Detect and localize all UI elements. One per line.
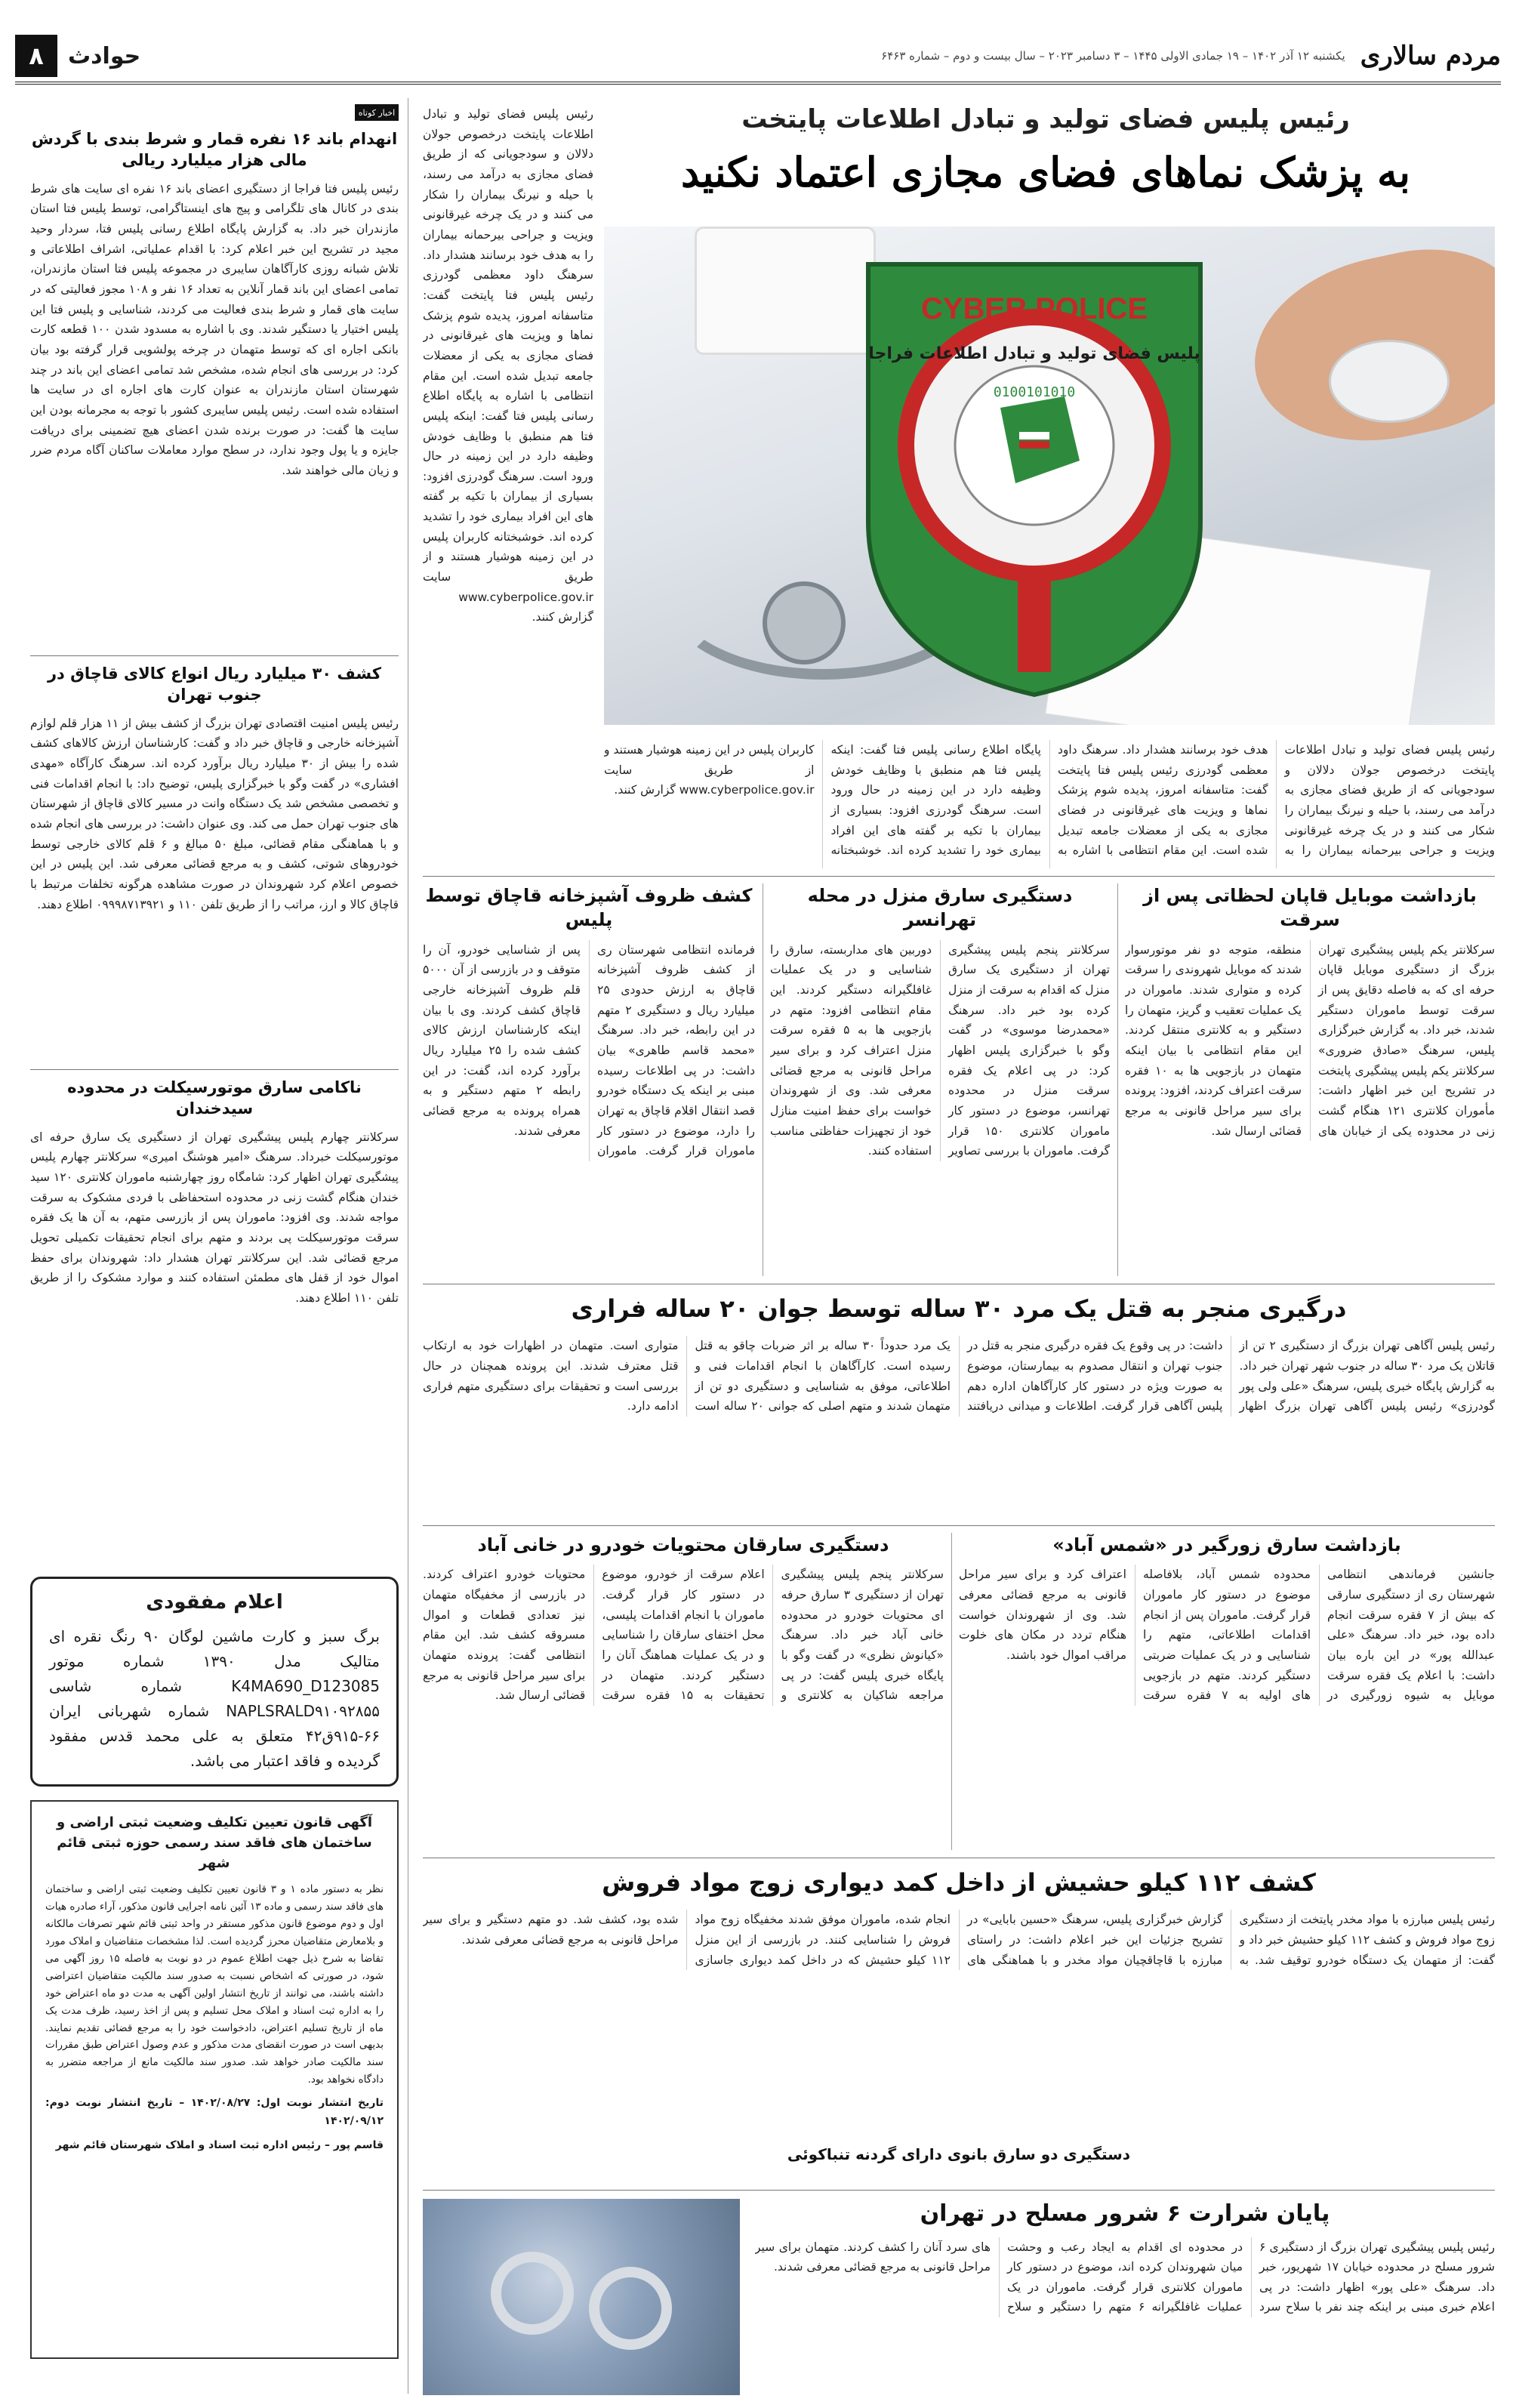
computer-mouse-shape <box>1329 340 1450 423</box>
article-shamsabad-robber <box>959 1533 1495 1850</box>
article-mobile-snatchers-title: بازداشت موبایل قاپان لحظاتی پس از سرقت <box>1143 885 1477 931</box>
legal-notice <box>30 1800 399 2359</box>
article-motorcycle-thief-title: ناکامی سارق موتورسیکلت در محدوده سیدخندان <box>67 1078 362 1118</box>
article-hashish-seizure-body: رئیس پلیس مبارزه با مواد مخدر پایتخت از دستگیری زوج مواد فروش و کشف ۱۱۲ کیلو حشیش خبر داد و گفت: از متهمان یک دستگاه خودرو توقیف شد. به گزارش خبرگزاری پلیس، سرهنگ «حسین بابایی» در تشریح جزئیات این خبر اعلام داشت: در راستای مبارزه با قاچاقچیان مواد مخدر و با هماهنگی های انجام شده، ماموران موفق شدند مخفیگاه زوج مواد فروش را شناسایی کنند. در بازرسی از این منزل ۱۱۲ کیلو حشیش که در داخل کمد دیواری جاسازی شده بود، کشف شد. دو متهم دستگیر و برای سیر مراحل قانونی به مرجع قضائی معرفی شدند. <box>423 1913 1495 1967</box>
article-motorcycle-thief <box>30 1077 399 1568</box>
lost-document-notice <box>30 1577 399 1787</box>
stethoscope-head-shape <box>763 581 846 664</box>
lost-document-notice-body: برگ سبز و کارت ماشین لوگان ۹۰ رنگ نقره ای متالیک مدل ۱۳۹۰ شماره موتور K4MA690_D123085 شماره شاسی NAPLSRALD۹۱۰۹۲۸۵۵ شماره شهربانی ایران ۶۶-۹۱۵ق۴۲ متعلق به علی محمد قدس مفقود گردیده و فاقد اعتبار می باشد. <box>49 1627 380 1770</box>
lead-headline: به پزشک نماهای فضای مجازی اعتماد نکنید <box>680 148 1411 196</box>
article-mobile-snatchers <box>1125 883 1495 1276</box>
article-gambling-ring <box>30 128 399 649</box>
article-tehransar-burglary-title: دستگیری سارق منزل در محله تهرانسر <box>807 885 1073 931</box>
article-armed-thugs-body: رئیس پلیس پیشگیری تهران بزرگ از دستگیری ۶ شرور مسلح در محدوده خیابان ۱۷ شهریور، خبر داد. سرهنگ «علی پور» اظهار داشت: در پی اعلام خبری مبنی بر اینکه چند نفر با سلاح سرد در محدوده ای اقدام به ایجاد رعب و وحشت میان شهروندان کرده اند، موضوع در دستور کار ماموران کلانتری قرار گرفت. ماموران در یک عملیات غافلگیرانه ۶ متهم را دستگیر و سلاح های سرد آنان را کشف کردند. متهمان برای سیر مراحل قانونی به مرجع قضائی معرفی شدند. <box>755 2240 1495 2314</box>
article-murder-case-title: درگیری منجر به قتل یک مرد ۳۰ ساله توسط جوان ۲۰ ساله فراری <box>571 1294 1347 1323</box>
lead-body <box>604 740 1495 868</box>
article-murder-case <box>423 1293 1495 1519</box>
article-armed-thugs-title: پایان شرارت ۶ شرور مسلح در تهران <box>920 2200 1330 2227</box>
divider-row6 <box>423 2190 1495 2191</box>
divider-row4-a <box>951 1533 952 1850</box>
article-sub-heading <box>785 2144 1132 2175</box>
badge-ring-text: پلیس فضای تولید و تبادل اطلاعات فراجا <box>868 344 1200 363</box>
legal-notice-title: آگهی قانون تعیین تکلیف وضعیت ثبتی اراضی و ساختمان های فاقد سند رسمی حوزه ثبتی قائم شهر <box>56 1814 373 1871</box>
lead-side-column <box>423 104 593 867</box>
masthead <box>15 30 1501 85</box>
handcuffs-photo <box>423 2199 740 2395</box>
divider-row2-a <box>1117 883 1118 1276</box>
article-car-contents-thieves-title: دستگیری سارقان محتویات خودرو در خانی آباد <box>477 1534 889 1555</box>
article-hashish-seizure-title: کشف ۱۱۲ کیلو حشیش از داخل کمد دیواری زوج مواد فروش <box>602 1868 1316 1897</box>
page-number: ۸ <box>15 35 57 77</box>
article-kitchenware-seizure-body: فرمانده انتظامی شهرستان ری از کشف ظروف آشپزخانه قاچاق به ارزش حدودی ۲۵ میلیارد ریال و دستگیری ۲ متهم در این رابطه، خبر داد. سرهنگ «محمد قاسم طاهری» بیان داشت: در پی اطلاعات رسیده مبنی بر اینکه یک دستگاه خودرو قصد انتقال اقلام قاچاق به تهران را دارد، موضوع در دستور کار ماموران قرار گرفت. ماموران پس از شناسایی خودرو، آن را متوقف و در بازرسی از آن ۵۰۰۰ قلم ظروف آشپزخانه خارجی قاچاق کشف کردند. وی با بیان اینکه کارشناسان ارزش کالای کشف شده را ۲۵ میلیارد ریال برآورد کرده اند، گفت: در این رابطه ۲ متهم دستگیر و به همراه پرونده به مرجع قضائی معرفی شدند. <box>423 942 755 1158</box>
legal-notice-body: نظر به دستور ماده ۱ و ۳ قانون تعیین تکلیف وضعیت ثبتی اراضی و ساختمان های فاقد سند رسمی و ماده ۱۳ آئین نامه اجرایی قانون مذکور، آراء صادره هیات اول و دوم موضوع قانون مذکور مستقر در واحد ثبتی قائم شهر تصرفات مالکانه و بلامعارض متقاضیان محرز گردیده است. لذا مشخصات متقاضیان و املاک مورد تقاضا به شرح ذیل جهت اطلاع عموم در دو نوبت به فاصله ۱۵ روز آگهی می شود، در صورتی که اشخاص نسبت به صدور سند مالکیت متقاضیان اعتراضی داشته باشند، می توانند از تاریخ انتشار اولین آگهی به مدت دو ماه اعتراض خود را به اداره ثبت اسناد و املاک محل تسلیم و پس از اخذ رسید، ظرف مدت یک ماه از تاریخ تسلیم اعتراض، دادخواست خود را به مرجع قضائی تقدیم نمایند. بدیهی است در صورت انقضای مدت مذکور و عدم وصول اعتراض طبق مقررات سند مالکیت صادر خواهد شد. صدور سند مالکیت مانع از مراجعه متضرر به دادگاه نخواهد بود. <box>45 1883 384 2086</box>
lead-side-text: رئیس پلیس فضای تولید و تبادل اطلاعات پایتخت درخصوص جولان دلالان و سودجویانی که از طریق فضای مجازی به درآمد می رسند، با حیله و نیرنگ بیماران را شکار می کنند و در یک چرخه غیرقانونی ویزیت و جراحی بیرحمانه بیماران را به هدف خود برسانند هشدار داد. سرهنگ داود معظمی گودرزی رئیس پلیس فتا پایتخت گفت: متاسفانه امروز، پدیده شوم پزشک نماها و ویزیت های غیرقانونی در فضای مجازی به یکی از معضلات جامعه تبدیل شده است. این مقام انتظامی با اشاره به پایگاه اطلاع رسانی پلیس فتا گفت: اینکه پلیس فتا هم منطبق با وظایف خودش وظیفه دارد در این زمینه در حال ورود است. سرهنگ گودرزی افزود: بسیاری از بیماران با تکیه بر گفته های این افراد بیماری خود را تشدید کرده اند. خوشبختانه کاربران پلیس در این زمینه هوشیار هستند و از طریق سایت www.cyberpolice.gov.ir گزارش کنند. <box>423 107 593 624</box>
lost-document-notice-title: اعلام مفقودی <box>146 1591 283 1614</box>
paper-name: مردم سالاری <box>1360 41 1501 71</box>
article-gambling-ring-body: رئیس پلیس فتا فراجا از دستگیری اعضای باند ۱۶ نفره ای سایت های شرط بندی در کانال های تلگرامی و پیج های اینستاگرامی، توسط پلیس فتا استان مازندران خبر داد. به گزارش پایگاه اطلاع رسانی پلیس فتا، سردار وحید مجید در تشریح این خبر اعلام کرد: با اقدام عملیاتی، اشراف اطلاعاتی و تلاش شبانه روزی کارآگاهان سایبری در مجموعه پلیس فتا استان مازندران، تمامی اعضای این باند قمار آنلاین به تعداد ۱۶ نفر و ۱۰۸ مجوز فعالیتی که در سایت های قمار و شرط بندی فعالیت می کردند، شناسایی و پلیس فتا این پلیس اختیار یا دستگیر شدند. وی با اشاره به مسدود شدن ۱۰۰ قطعه کارت بانکی اجاره ای که توسط متهمان در چرخه پولشویی قرار گرفته بود بیان کرد: در بررسی های انجام شده، مشخص شد تمامی اعضای این باند در چند شهرستان استان مازندران به عنوان کارت های اجاره ای در سایت ها استفاده شده است. رئیس پلیس سایبری کشور با توجه به مجرمانه بودن این سایت ها گفت: در صورت برنده شدن اعضای هیچ تضمینی برای دریافت جایزه و یا پول وجود ندارد، در سطح موارد معاملات ساکنان آگاه مردم ضرر و زیان مالی خواهند شد. <box>30 181 399 477</box>
masthead-left <box>15 35 140 77</box>
article-shamsabad-robber-body: جانشین فرماندهی انتظامی شهرستان ری از دستگیری سارقی که بیش از ۷ فقره سرقت انجام داده بود، خبر داد. سرهنگ «علی عبدالله پور» در این باره بیان داشت: با اعلام یک فقره سرقت موبایل به شیوه زورگیری در محدوده شمس آباد، بلافاصله موضوع در دستور کار ماموران قرار گرفت. ماموران پس از انجام اقدامات اطلاعاتی، متهم را شناسایی و در یک عملیات ضربتی دستگیر کردند. متهم در بازجویی های اولیه به ۷ فقره سرقت اعتراف کرد و برای سیر مراحل قانونی به مرجع قضائی معرفی شد. وی از شهروندان خواست هنگام تردد در مکان های خلوت مراقب اموال خود باشند. <box>959 1568 1495 1703</box>
article-tehransar-burglary <box>770 883 1110 1276</box>
article-car-contents-thieves <box>423 1533 944 1850</box>
divider-right-2 <box>30 1069 399 1070</box>
lead-kicker: رئیس پلیس فضای تولید و تبادل اطلاعات پایتخت <box>741 104 1350 134</box>
masthead-right <box>881 41 1501 71</box>
article-kitchenware-seizure <box>423 883 755 1276</box>
badge-binary-code: 0100101010 <box>993 384 1076 400</box>
cyber-police-badge <box>838 234 1231 702</box>
handcuff-ring-shape <box>491 2252 574 2335</box>
article-motorcycle-thief-body: سرکلانتر چهارم پلیس پیشگیری تهران از دستگیری یک سارق حرفه ای موتورسیکلت خبرداد. سرهنگ «امیر هوشنگ امیری» سرکلانتر چهارم پلیس پیشگیری تهران اظهار کرد: شامگاه روز چهارشنبه ماموران کلانتری ۱۲۰ سید خندان هنگام گشت زنی در محدوده استحفاظی با فردی مشکوک به سرقت مواجه شدند. وی افزود: ماموران پس از بازرسی متهم، به آن ها یک فقره سرقت موتورسیکلت پی بردند و متهم برای انجام تحقیقات تکمیلی تحویل مرجع قضائی شد. این سرکلانتر تهران هشدار داد: شهروندان برای حفظ اموال خود از قفل های مطمئن استفاده کنند و موارد مشکوک را از طریق تلفن ۱۱۰ اطلاع دهند. <box>30 1130 399 1305</box>
article-contraband-south-tehran-body: رئیس پلیس امنیت اقتصادی تهران بزرگ از کشف بیش از ۱۱ هزار قلم لوازم آشپزخانه خارجی و قاچاق خبر داد و گفت: کارشناسان ارزش کالاهای کشف شده را بیش از ۳۰ میلیارد ریال برآورد کرده اند. سرهنگ کارآگاه «مهدی افشاری» در گفت وگو با خبرگزاری پلیس، توضیح داد: با انجام اقدامات فنی و تخصصی مشخص شد یک دستگاه وانت در مسیر کالای قاچاق از شهرستان های جنوب تهران حمل می کند. وی عنوان داشت: در بررسی های انجام شده و با هماهنگی مقام قضائی، مبلغ ۵۰ مبالغ و ۶ قلم کالای خارجی توسط خودروهای شوتی، کشف و به مرجع قضائی معرفی شد. این پلیس در این خصوص اعلام کرد شهروندان در صورت مشاهده هرگونه تخلفات مرتبط با قاچاق کالا و ارز، مراتب را از طریق تلفن ۱۱۰ و ۰۹۹۹۸۷۱۳۹۲۱ اطلاع دهند. <box>30 716 399 911</box>
handcuff-ring-shape <box>589 2267 672 2350</box>
short-news-tag: اخبار کوتاه <box>355 104 399 121</box>
article-hashish-seizure <box>423 1867 1495 2184</box>
issue-info: یکشنبه ۱۲ آذر ۱۴۰۲ – ۱۹ جمادی الاولی ۱۴۴۵ – ۳ دسامبر ۲۰۲۳ – سال بیست و دوم – شماره ۶۴۶۳ <box>881 49 1345 63</box>
article-car-contents-thieves-body: سرکلانتر پنجم پلیس پیشگیری تهران از دستگیری ۳ سارق حرفه ای محتویات خودرو در محدوده خانی آباد خبر داد. سرهنگ «کیانوش نظری» در گفت وگو با پایگاه خبری پلیس گفت: در پی مراجعه شاکیان به کلانتری و اعلام سرقت از خودرو، موضوع در دستور کار قرار گرفت. ماموران با انجام اقدامات پلیسی، محل اختفای سارقان را شناسایی و در یک عملیات هماهنگ آنان را دستگیر کردند. متهمان در تحقیقات به ۱۵ فقره سرقت محتویات خودرو اعتراف کردند. در بازرسی از مخفیگاه متهمان نیز تعدادی قطعات و اموال مسروقه کشف شد. این مقام انتظامی گفت: پرونده متهمان برای سیر مراحل قانونی به مرجع قضائی ارسال شد. <box>423 1568 944 1703</box>
article-tehransar-burglary-body: سرکلانتر پنجم پلیس پیشگیری تهران از دستگیری یک سارق منزل که اقدام به سرقت از منزل کرده بود خبر داد. سرهنگ «محمدرضا موسوی» در گفت وگو با خبرگزاری پلیس اظهار کرد: در پی اعلام یک فقره سرقت منزل در محدوده تهرانسر، موضوع در دستور کار ماموران کلانتری ۱۵۰ قرار گرفت. ماموران با بررسی تصاویر دوربین های مداربسته، سارق را شناسایی و در یک عملیات غافلگیرانه دستگیر کردند. این مقام انتظامی افزود: متهم در بازجویی ها به ۵ فقره سرقت منزل اعتراف کرد و برای سیر مراحل قانونی به مرجع قضائی معرفی شد. وی از شهروندان خواست برای حفظ امنیت منازل خود از تجهیزات حفاظتی مناسب استفاده کنند. <box>770 942 1110 1158</box>
lead-body-text: رئیس پلیس فضای تولید و تبادل اطلاعات پایتخت درخصوص جولان دلالان و سودجویانی که از طریق فضای مجازی به درآمد می رسند، با حیله و نیرنگ بیماران را شکار می کنند و در یک چرخه غیرقانونی ویزیت و جراحی بیرحمانه بیماران را به هدف خود برسانند هشدار داد. سرهنگ داود معظمی گودرزی رئیس پلیس فتا پایتخت گفت: متاسفانه امروز، پدیده شوم پزشک نماها و ویزیت های غیرقانونی در فضای مجازی به یکی از معضلات جامعه تبدیل شده است. این مقام انتظامی با اشاره به پایگاه اطلاع رسانی پلیس فتا گفت: اینکه پلیس فتا هم منطبق با وظایف خودش وظیفه دارد در این زمینه در حال ورود است. سرهنگ گودرزی افزود: بسیاری از بیماران با تکیه بر گفته های این افراد بیماری خود را تشدید کرده اند. خوشبختانه کاربران پلیس در این زمینه هوشیار هستند و از طریق سایت www.cyberpolice.gov.ir گزارش کنند. <box>604 743 1495 858</box>
article-contraband-south-tehran-title: کشف ۳۰ میلیارد ریال انواع کالای قاچاق در جنوب تهران <box>47 664 382 705</box>
legal-notice-dates: تاریخ انتشار نوبت اول: ۱۴۰۲/۰۸/۲۷ – تاریخ انتشار نوبت دوم: ۱۴۰۲/۰۹/۱۲ <box>45 2097 384 2128</box>
article-contraband-south-tehran <box>30 663 399 1063</box>
section-name: حوادث <box>68 42 141 69</box>
article-shamsabad-robber-title: بازداشت سارق زورگیر در «شمس آباد» <box>1052 1534 1401 1555</box>
article-mobile-snatchers-body: سرکلانتر یکم پلیس پیشگیری تهران بزرگ از دستگیری موبایل قاپان حرفه ای که به فاصله دقایق پس از سرقت توسط ماموران دستگیر شدند، خبر داد. به گزارش خبرگزاری پلیس، سرهنگ «صادق ضروری» سرکلانتر یکم پلیس پیشگیری پایتخت در تشریح این خبر اظهار داشت: مأموران کلانتری ۱۲۱ هنگام گشت زنی در محدوده یکی از خیابان های منطقه، متوجه دو نفر موتورسوار شدند که موبایل شهروندی را سرقت کرده و متواری شدند. ماموران در یک عملیات تعقیب و گریز، متهمان را دستگیر و به کلانتری منتقل کردند. این مقام انتظامی با بیان اینکه متهمان در بازجویی ها به ۱۰ فقره سرقت اعتراف کردند، افزود: پرونده برای سیر مراحل قانونی به مرجع قضائی ارسال شد. <box>1125 942 1495 1138</box>
legal-notice-signer: قاسم پور – رئیس اداره ثبت اسناد و املاک شهرستان قائم شهر <box>55 2138 384 2151</box>
article-gambling-ring-title: انهدام باند ۱۶ نفره قمار و شرط بندی با گردش مالی هزار میلیارد ریالی <box>31 130 398 170</box>
article-armed-thugs <box>755 2199 1495 2395</box>
divider-row2 <box>423 876 1495 877</box>
article-kitchenware-seizure-title: کشف ظروف آشپزخانه قاچاق توسط پلیس <box>425 885 753 931</box>
article-murder-case-body: رئیس پلیس آگاهی تهران بزرگ از دستگیری ۲ تن از قاتلان یک مرد ۳۰ ساله در جنوب شهر تهران خبر داد. به گزارش پایگاه خبری پلیس، سرهنگ «علی ولی پور گودرزی» رئیس پلیس آگاهی تهران بزرگ اظهار داشت: در پی وقوع یک فقره درگیری منجر به قتل در جنوب تهران و انتقال مصدوم به بیمارستان، موضوع به صورت ویژه در دستور کار کارآگاهان اداره دهم پلیس آگاهی قرار گرفت. اطلاعات و میدانی دریافتند یک مرد حدوداً ۳۰ ساله بر اثر ضربات چاقو به قتل رسیده است. کارآگاهان با انجام اقدامات فنی و اطلاعاتی، موفق به شناسایی و دستگیری دو تن از متهمان شدند و متهم اصلی که جوانی ۲۰ ساله است متواری است. متهمان در اظهارات خود به ارتکاب قتل معترف شدند. این پرونده همچنان در حال بررسی است و تحقیقات برای دستگیری متهم فراری ادامه دارد. <box>423 1339 1495 1414</box>
divider-row4 <box>423 1525 1495 1526</box>
badge-top-text: CYBER POLICE <box>920 292 1148 325</box>
article-sub-heading-title: دستگیری دو سارق بانوی دارای گردنه تنباکوئی <box>787 2145 1131 2163</box>
divider-right-1 <box>30 655 399 656</box>
